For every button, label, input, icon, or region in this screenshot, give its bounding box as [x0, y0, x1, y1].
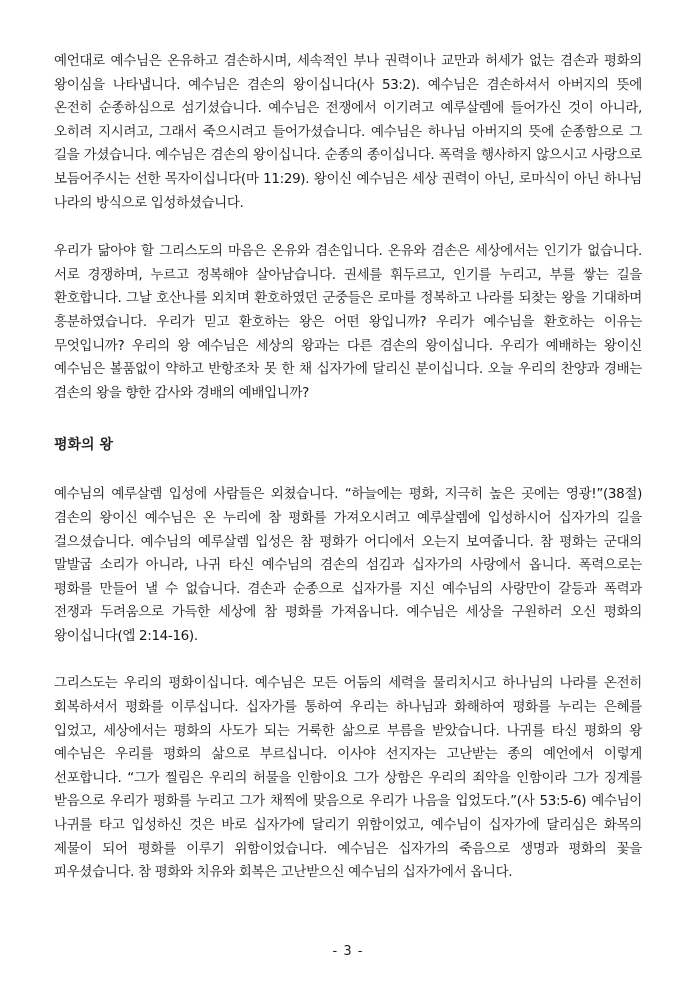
- paragraph-1: 예언대로 예수님은 온유하고 겸손하시며, 세속적인 부나 권력이나 교만과 허세가 없는 겸손과 평화의 왕이심을 나타냅니다. 예수님은 겸손의 왕이십니다(사 53:2). 예수님은 겸손하셔서 아버지의 뜻에 온전히 순종하심으로 섬기셨습니다. 예수님은 전쟁에서 이기려고 예루살렘에 들어가신 것이 아니라, 오히려 지시려고, 그래서 죽으시려고 들어가셨습니다. 예수님은 하나님 아버지의 뜻에 순종함으로 그 길을 가셨습니다. 예수님은 겸손의 왕이십니다. 순종의 종이십니다. 폭력을 행사하지 않으시고 사랑으로 보듬어주시는 선한 목자이십니다(마 11:29). 왕이신 예수님은 세상 권력이 아닌, 로마식이 아닌 하나님 나라의 방식으로 입성하셨습니다.: [54, 53, 642, 211]
- paragraph-2: 우리가 닮아야 할 그리스도의 마음은 온유와 겸손입니다. 온유와 겸손은 세상에서는 인기가 없습니다. 서로 경쟁하며, 누르고 정복해야 살아남습니다. 권세를 휘두르고, 인기를 누리고, 부를 쌓는 길을 환호합니다. 그날 호산나를 외치며 환호하였던 군중들은 로마를 정복하고 나라를 되찾는 왕을 기대하며 흥분하였습니다. 우리가 믿고 환호하는 왕은 어떤 왕입니까? 우리가 예수님을 환호하는 이유는 무엇입니까? 우리의 왕 예수님은 세상의 왕과는 다른 겸손의 왕이십니다. 우리가 예배하는 왕이신 예수님은 볼품없이 약하고 반항조차 못 한 채 십자가에 달리신 분이십니다. 오늘 우리의 찬양과 경배는 겸손의 왕을 향한 감사와 경배의 예배입니까?: [54, 243, 642, 401]
- paragraph-3: 예수님의 예루살렘 입성에 사람들은 외쳤습니다. “하늘에는 평화, 지극히 높은 곳에는 영광!”(38절) 겸손의 왕이신 예수님은 온 누리에 참 평화를 가져오시려고 예루살렘에 입성하시어 십자가의 길을 걸으셨습니다. 예수님의 예루살렘 입성은 참 평화가 어디에서 오는지 보여줍니다. 참 평화는 군대의 말발굽 소리가 아니라, 나귀 타신 예수님의 겸손의 섬김과 십자가의 사랑에서 옵니다. 폭력으로는 평화를 만들어 낼 수 없습니다. 겸손과 순종으로 십자가를 지신 예수님의 사랑만이 갈등과 폭력과 전쟁과 두려움으로 가득한 세상에 참 평화를 가져옵니다. 예수님은 세상을 구원하러 오신 평화의 왕이십니다(엡 2:14-16).: [54, 486, 642, 644]
- section-heading: 평화의 왕: [54, 437, 113, 454]
- document-body: [54, 50, 642, 885]
- paragraph-4: 그리스도는 우리의 평화이십니다. 예수님은 모든 어둠의 세력을 물리치시고 하나님의 나라를 온전히 회복하셔서 평화를 이루십니다. 십자가를 통하여 우리는 하나님과 화해하여 평화를 누리는 은혜를 입었고, 세상에서는 평화의 사도가 되는 거룩한 삶으로 부름을 받았습니다. 나귀를 타신 평화의 왕 예수님은 우리를 평화의 삶으로 부르십니다. 이사야 선지자는 고난받는 종의 예언에서 이렇게 선포합니다. “그가 찔림은 우리의 허물을 인함이요 그가 상함은 우리의 죄악을 인함이라 그가 징계를 받음으로 우리가 평화를 누리고 그가 채찍에 맞음으로 우리가 나음을 입었도다.”(사 53:5-6) 예수님이 나귀를 타고 입성하신 것은 바로 십자가에 달리기 위함이었고, 예수님이 십자가에 달리심은 화목의 제물이 되어 평화를 이루기 위함이었습니다. 예수님은 십자가의 죽음으로 생명과 평화의 꽃을 피우셨습니다. 참 평화와 치유와 회복은 고난받으신 예수님의 십자가에서 옵니다.: [54, 675, 642, 881]
- page-number: - 3 -: [332, 944, 364, 959]
